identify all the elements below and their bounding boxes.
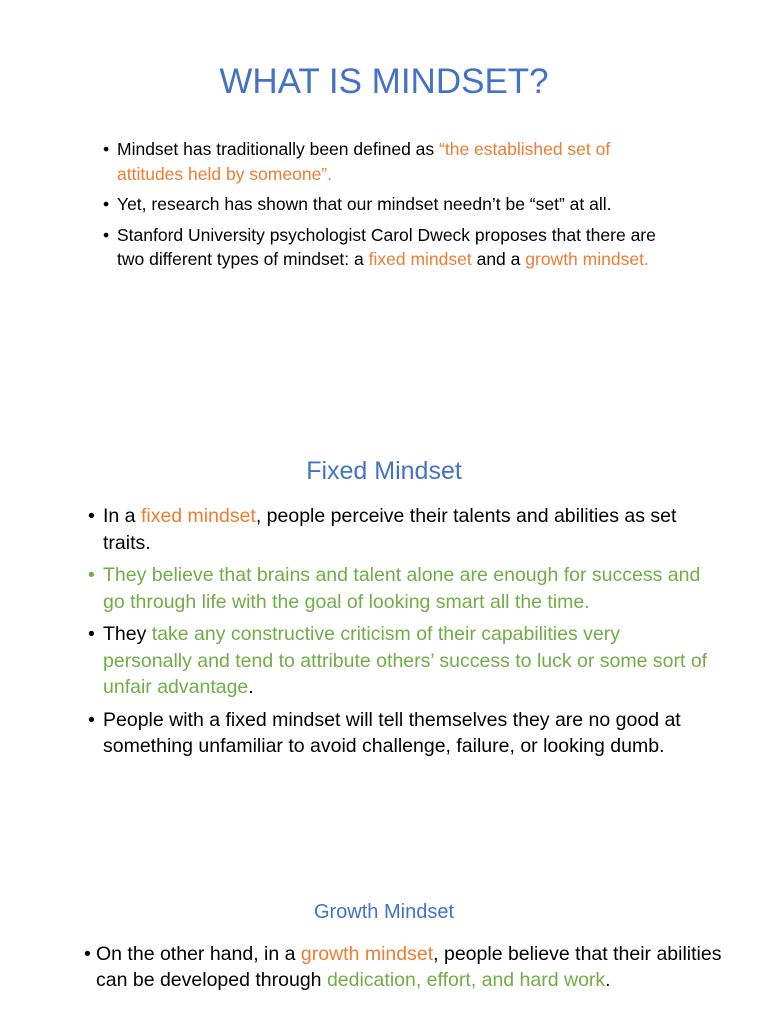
list-item: [88, 621, 708, 701]
list-item: [100, 223, 680, 272]
highlight-text-orange: growth mindset.: [525, 249, 649, 269]
page-title: WHAT IS MINDSET?: [219, 62, 549, 101]
growth-mindset-list: [84, 941, 724, 993]
list-item: [100, 192, 680, 217]
bullet-text: , people perceive their talents and abilities as set traits.: [103, 505, 677, 554]
bullet-text: They: [103, 623, 152, 645]
highlight-text-green: dedication, effort, and hard work: [326, 969, 606, 991]
bullet-marker: •: [88, 505, 95, 527]
bullet-marker: •: [84, 943, 91, 965]
list-item: [88, 503, 708, 556]
highlight-text-orange: fixed mindset: [140, 505, 256, 527]
highlight-text-orange: “the established set of attitudes held by someone”.: [117, 139, 611, 184]
list-item: [84, 941, 724, 993]
highlight-text-orange: fixed mindset: [368, 249, 472, 269]
bullet-text: .: [605, 969, 611, 991]
highlight-text-orange: growth mindset: [300, 943, 434, 965]
highlight-text-green: They believe that brains and talent alone are enough for success and go through life with the goal of looking smart all the time.: [103, 564, 701, 613]
highlight-text-green: take any constructive criticism of their capabilities very personally and tend to attribute others’ success to luck or some sort of unfair advantage: [103, 623, 708, 698]
list-item: [100, 137, 680, 186]
bullet-text: In a: [103, 505, 141, 527]
bullet-marker: •: [88, 708, 95, 731]
bullet-text: Stanford University psychologist Carol Dweck proposes that there are two different types of mindset: a: [117, 224, 656, 269]
bullet-text: People with a fixed mindset will tell themselves they are no good at something unfamiliar to avoid challenge, failure, or looking dumb.: [103, 708, 681, 757]
bullet-marker: •: [103, 194, 110, 214]
bullet-text: On the other hand, in a: [96, 943, 301, 965]
mindset-definition-list: [100, 137, 680, 278]
list-item: [88, 707, 708, 760]
section-heading-fixed-mindset: Fixed Mindset: [306, 457, 462, 485]
fixed-mindset-list: [88, 503, 708, 766]
list-item: [88, 562, 708, 615]
bullet-text: Yet, research has shown that our mindset needn’t be “set” at all.: [117, 194, 612, 214]
bullet-text: Mindset has traditionally been defined as: [117, 139, 440, 159]
bullet-text: and a: [471, 249, 526, 269]
bullet-text: .: [248, 676, 254, 698]
bullet-marker: •: [88, 564, 95, 586]
section-heading-growth-mindset: Growth Mindset: [313, 901, 455, 923]
bullet-marker: •: [103, 139, 110, 159]
bullet-text: , people believe that their abilities can be developed through: [96, 943, 722, 991]
bullet-marker: •: [103, 224, 110, 245]
bullet-marker: •: [88, 623, 95, 645]
